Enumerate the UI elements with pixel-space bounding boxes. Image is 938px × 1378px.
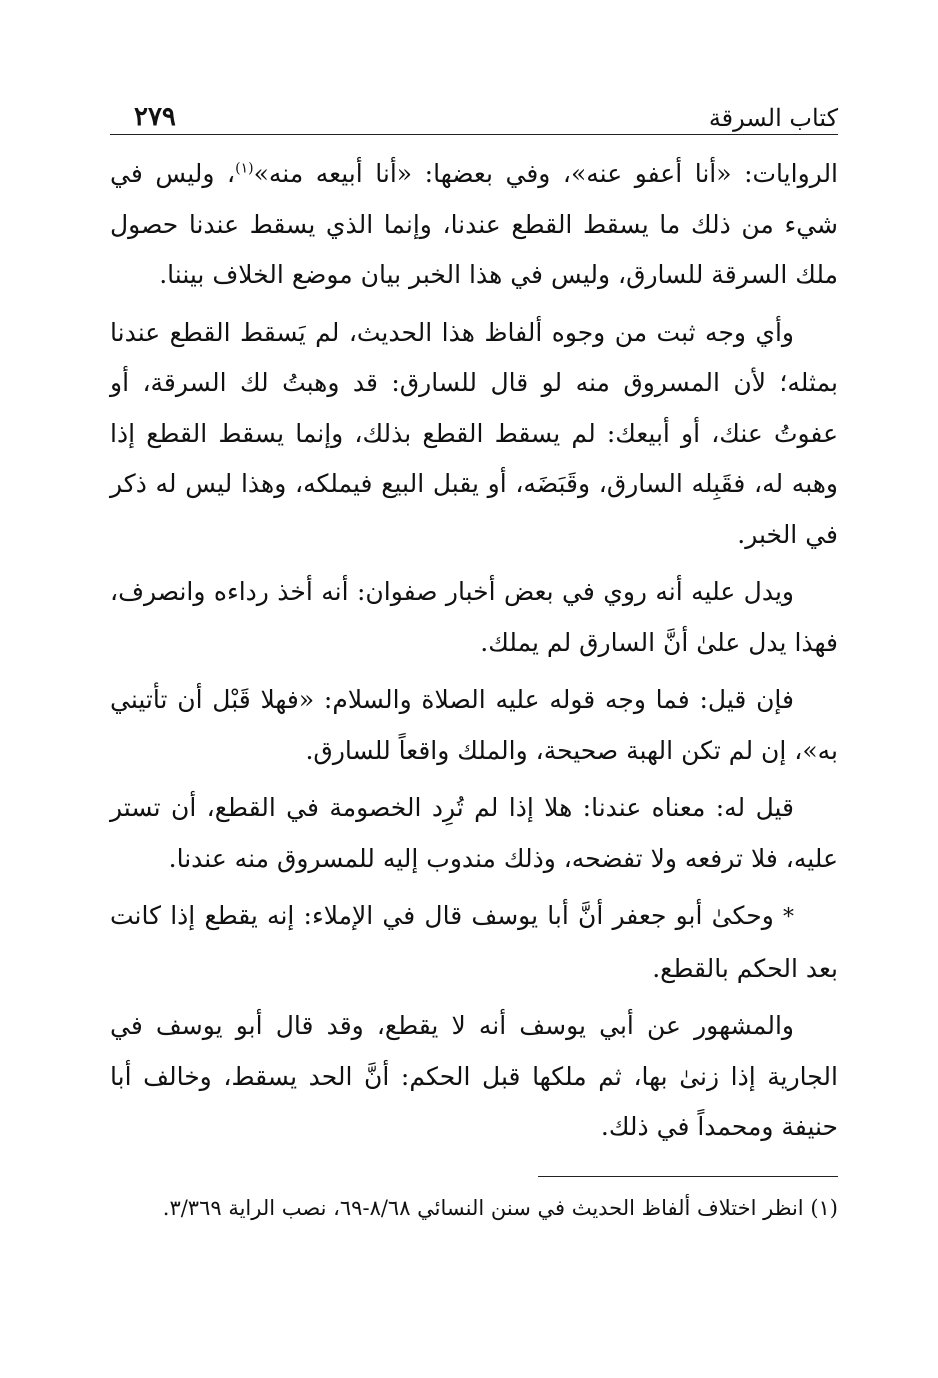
chapter-title: كتاب السرقة (708, 104, 838, 132)
footnote-text: انظر اختلاف ألفاظ الحديث في سنن النسائي ٨/٦٨-٦٩، نصب الراية ٣/٣٦٩. (162, 1195, 804, 1220)
page-header (110, 80, 838, 135)
paragraph: فإن قيل: فما وجه قوله عليه الصلاة والسلام: «فهلا قَبْل أن تأتيني به»، إن لم تكن الهبة صحيحة، والملك واقعاً للسارق. (110, 685, 838, 765)
paragraph (110, 891, 838, 994)
footnote-reference[interactable]: (١) (235, 160, 254, 177)
footnotes-section (110, 1187, 838, 1230)
footnote (110, 1187, 838, 1230)
book-page (110, 80, 838, 1230)
footnote-marker: (١) (810, 1195, 838, 1220)
paragraph: ويدل عليه أنه روي في بعض أخبار صفوان: أنه أخذ رداءه وانصرف، فهذا يدل علىٰ أنَّ السارق لم يملك. (110, 577, 838, 657)
paragraph-text: الروايات: «أنا أعفو عنه»، وفي بعضها: «أنا أبيعه منه» (253, 159, 839, 188)
paragraph-text: وحكىٰ أبو جعفر أنَّ أبا يوسف قال في الإملاء: إنه يقطع إذا كانت بعد الحكم بالقطع. (110, 901, 838, 983)
paragraph: والمشهور عن أبي يوسف أنه لا يقطع، وقد قال أبو يوسف في الجارية إذا زنىٰ بها، ثم ملكها قبل الحكم: أنَّ الحد يسقط، وخالف أبا حنيفة ومحمداً في ذلك. (110, 1011, 838, 1141)
footnote-separator (538, 1176, 838, 1177)
main-text (110, 149, 838, 1153)
page-number: ٢٧٩ (134, 102, 176, 132)
section-star-marker: * (783, 905, 794, 930)
paragraph: وأي وجه ثبت من وجوه ألفاظ هذا الحديث، لم يَسقط القطع عندنا بمثله؛ لأن المسروق منه لو قال للسارق: قد وهبتُ لك السرقة، أو عفوتُ عنك، أو أبيعك: لم يسقط القطع بذلك، وإنما يسقط القطع إذا وهبه له، فقَبِله السارق، وقَبَضَه، أو يقبل البيع فيملكه، وهذا ليس له ذكر في الخبر. (110, 317, 838, 549)
paragraph: قيل له: معناه عندنا: هلا إذا لم تُرِد الخصومة في القطع، أن تستر عليه، فلا ترفعه ولا تفضحه، وذلك مندوب إليه للمسروق منه عندنا. (110, 793, 838, 873)
paragraph-text: ، وليس في شيء من ذلك ما يسقط القطع عندنا، وإنما الذي يسقط عندنا حصول ملك السرقة للسارق، وليس في هذا الخبر بيان موضع الخلاف بيننا. (110, 159, 838, 289)
paragraph (110, 149, 838, 301)
